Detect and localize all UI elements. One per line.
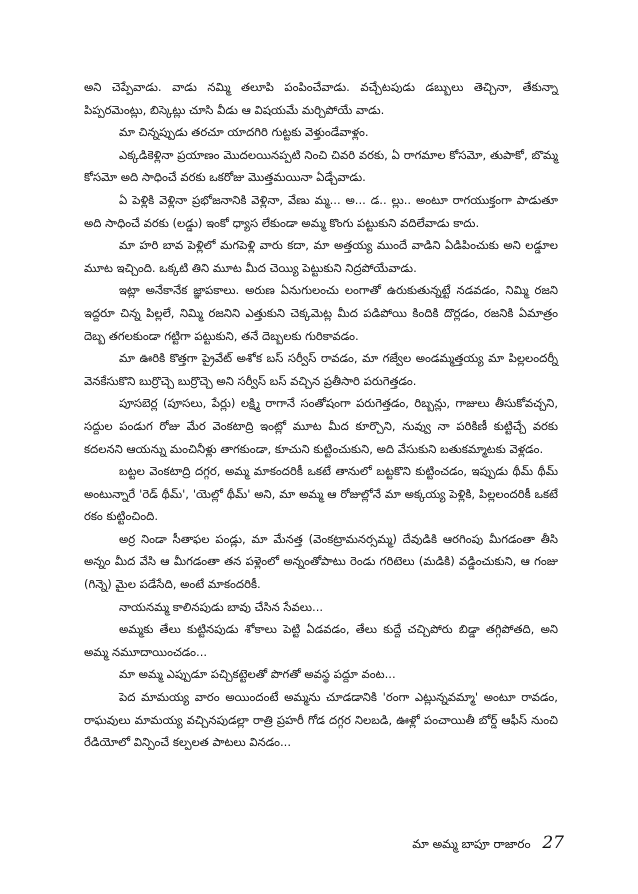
paragraph: మా హరి బావ పెళ్లిలో మగపెళ్లి వారు కదా, మా అత్తయ్య ముందే వాడిని ఏడిపించుకు అని లడ్డూల మూట ఇచ్చింది. ఒక్కటి తిని మూట మీద చెయ్యి పెట్టుకుని నిద్రపోయేవాడు. [84,238,558,275]
paragraph: ఏ పెళ్లికి వెళ్లినా ప్రభోజనానికి వెళ్లినా, వేణు మ్మ... అ... డ.. ల్లు.. అంటూ రాగయుక్తంగా పాడుతూ అది సాధించే వరకు (లడ్డు) ఇంకో ధ్యాస లేకుండా అమ్మ కొంగు పట్టుకుని వదిలేవాడు కాదు. [84,192,558,230]
paragraph: అని చెప్పేవాడు. వాడు నమ్మి తలూపి పంపించేవాడు. వచ్చేటపుడు డబ్బులు తెచ్చినా, తేకున్నా పిప్పరమెంట్లు, బిస్కెట్లు చూసి వీడు ఆ విషయమే మర్చిపోయే వాడు. [84,80,558,117]
paragraph: పెద మామయ్య వారం అయిందంటే అమ్మను చూడడానికి 'రంగా ఎట్లున్నవమ్మా' అంటూ రావడం, రాఘవులు మామయ్య వచ్చినపుడల్లా రాత్రి ప్రహరీ గోడ దగ్గర నిలబడి, ఊళ్లో పంచాయితీ బోర్డ్ ఆఫీస్ నుంచి రేడియోలో విన్పించే కల్పలత పాటలు వినడం... [84,690,558,750]
paragraph: మా ఊరికి కొత్తగా ప్రైవేట్ అశోక బస్ సర్వీస్ రావడం, మా గజ్వేల అండమ్మత్తయ్య మా పిల్లలందర్నీ వెనకేసుకొని బుర్రొచ్చె బుర్రొచ్చె అని సర్వీస్ బస్ వచ్చిన ప్రతీసారి పరుగెత్తడం. [84,351,558,388]
body-text [84,76,558,754]
paragraph: మా చిన్నప్పుడు తరచూ యాదగిరి గుట్టకు వెళ్తుండేవాళ్లం. [119,125,369,140]
paragraph: పూసబెర్ల (పూసలు, పేర్లు) లక్ష్మి రాగానే సంతోషంగా పరుగెత్తడం, రిబ్బన్లు, గాజులు తీసుకోవచ్చని, సద్దుల పండుగ రోజు మేర వెంకటాద్రి ఇంట్లో మూట మీద కూర్చొని, నువ్వు నా పరికిణీ కుట్టిచ్చే వరకు కదలనని ఆయన్ను మంచినీళ్లు తాగకుండా, కూచుని కుట్టించుకుని, అది వేసుకుని బతుకమ్మాటకు వెళ్లడం. [84,396,558,456]
paragraph: మా అమ్మ ఎప్పుడూ పచ్చికట్టెలతో పొగతో అవస్థ పద్దూ వంట... [119,667,396,682]
paragraph: ఎక్కడికెళ్లినా ప్రయాణం మొదలయినప్పటి నించి చివరి వరకు, ఏ రాగమాల కోసమో, తుపాకో, బొమ్మ కోసమో అది సాధించే వరకు ఒకరోజు మొత్తమయినా ఏడ్చేవాడు. [84,147,558,185]
paragraph: నాయనమ్మ కాలినపుడు బావు చేసిన సేవలు... [119,599,324,614]
paragraph: అర్ర నిండా సీతాఫల పండ్లు, మా మేనత్త (వెంకట్రామనర్సమ్మ) దేవుడికి ఆరగింపు మీగడంతా తీసి అన్నం మీద వేసి ఆ మీగడంతా తన పళ్లెంలో అన్నంతోపాటు రెండు గరిటెలు (మడికి) వడ్డించుకుని, ఆ గంజు (గిన్నె) మైల పడేసేది, అంటే మాకందరికీ. [84,531,558,592]
paragraph: బట్టల వెంకటాద్రి దగ్గర, అమ్మ మాకందరికీ ఒకటే తానులో బట్టకొని కుట్టించడం, ఇప్పుడు థీమ్ థీమ్ అంటున్నారే 'రెడ్ థీమ్', 'యెల్లో థీమ్' అని, మా అమ్మ ఆ రోజుల్లోనే మా అక్కయ్య పెళ్లికి, పిల్లలందరికీ ఒకటే రకం కుట్టించింది. [84,464,558,524]
paragraph: అమ్మకు తేలు కుట్టినపుడు శోకాలు పెట్టి ఏడవడం, తేలు కుద్దే చచ్చిపోరు బిడ్డా తగ్గిపోతది, అని అమ్మ నమూదాయించడం... [84,622,558,659]
page-footer [412,833,564,854]
footer-book-title: మా అమ్మ బాపూ రాజారం [412,837,531,851]
page-number: 27 [542,833,564,853]
paragraph: ఇట్లా అనేకానేక జ్ఞాపకాలు. అరుణ ఏనుగులంచు లంగాతో ఉరుకుతున్నట్టే నడవడం, నిమ్మి రజని ఇద్దరూ చిన్న పిల్లలే, నిమ్మి రజనిని ఎత్తుకుని చెక్కమెట్ల మీద పడిపోయి కిందికి దొర్లడం, రజనికి ఏమాత్రం దెబ్బ తగలకుండా గట్టిగా పట్టుకుని, తనే దెబ్బలకు గురికావడం. [84,283,558,343]
